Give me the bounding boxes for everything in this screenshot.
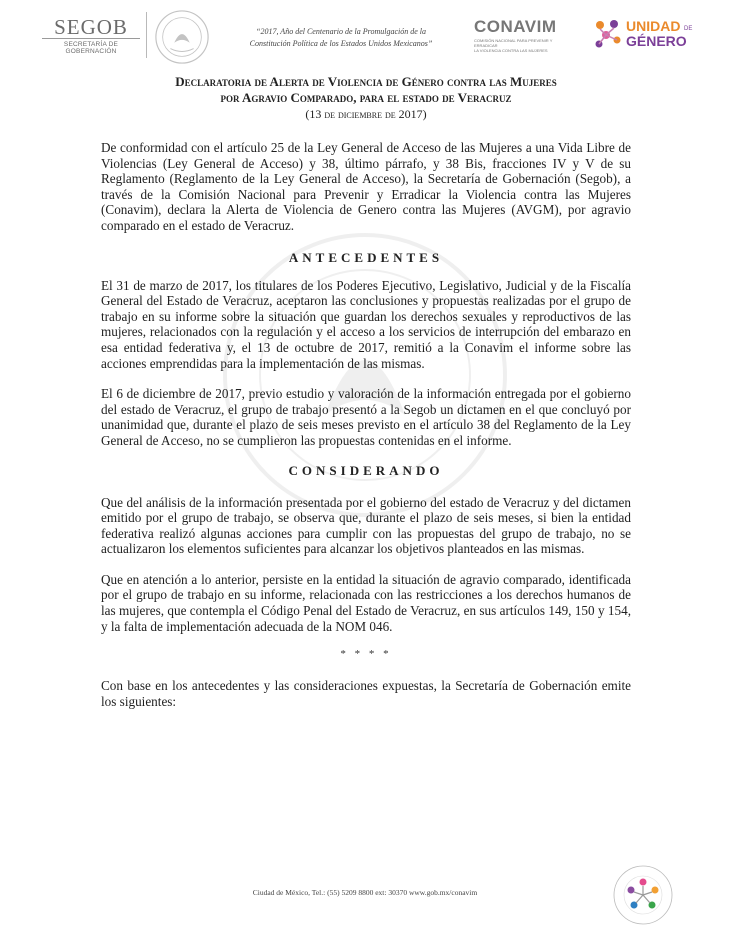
closing-paragraph: Con base en los antecedentes y las consideraciones expuestas, la Secretaría de Gobernación emite los siguientes: bbox=[101, 678, 631, 709]
header-divider bbox=[146, 12, 147, 58]
segob-subtitle: SECRETARÍA DE GOBERNACIÓN bbox=[42, 38, 140, 55]
page-footer: Ciudad de México, Tel.: (55) 5209 8800 ext: 30370 www.gob.mx/conavim bbox=[252, 888, 478, 897]
document-body bbox=[101, 74, 631, 709]
motto-line-1: “2017, Año del Centenario de la Promulgación de la bbox=[256, 27, 426, 36]
section-separator: * * * * bbox=[340, 648, 392, 661]
conavim-logo bbox=[474, 18, 574, 53]
page-header bbox=[0, 0, 730, 70]
title-line-1: Declaratoria de Alerta de Violencia de Género contra las Mujeres bbox=[175, 74, 557, 89]
mexico-seal-icon bbox=[153, 8, 211, 66]
conavim-subtitle bbox=[474, 38, 574, 53]
segob-logo bbox=[42, 16, 140, 55]
considerando-paragraph-1: Que del análisis de la información presentada por el gobierno del estado de Veracruz y del dictamen emitido por el grupo de trabajo, se observa que, durante el plazo de seis meses, si bien la entidad federativa realizó algunas acciones para cumplir con las propuestas del grupo de trabajo, no se actualizaron los elementos suficientes para alcanzar los objetivos planteados en las mismas. bbox=[101, 494, 631, 557]
considerando-heading: CONSIDERANDO bbox=[288, 462, 444, 478]
title-date: (13 de diciembre de 2017) bbox=[305, 107, 427, 121]
considerando-paragraph-2: Que en atención a lo anterior, persiste en la entidad la situación de agravio comparado, identificada por el grupo de trabajo en su informe, relacionada con las restricciones a los derechos humanos de las mujeres, que contempla el Código Penal del Estado de Veracruz, en sus artículos 149, 150 y 154, y la falta de implementación adecuada de la NOM 046. bbox=[101, 571, 631, 634]
unidad-de: DE bbox=[684, 26, 693, 32]
motto-line-2: Constitución Política de los Estados Unidos Mexicanos” bbox=[249, 39, 433, 48]
intro-paragraph: De conformidad con el artículo 25 de la Ley General de Acceso de las Mujeres a una Vida Libre de Violencias (Ley General de Acceso) y 38, último párrafo, y 38 Bis, fracciones IV y V de su Reglamento (Reglamento de la Ley General de Acceso), la Secretaría de Gobernación (Segob), a través de la Comisión Nacional para Prevenir y Erradicar la Violencia contra las Mujeres (Conavim), declara la Alerta de Violencia de Genero contra las Mujeres (AVGM), por agravio comparado en el estado de Veracruz. bbox=[101, 140, 631, 233]
conavim-subtitle-2: LA VIOLENCIA CONTRA LAS MUJERES bbox=[474, 48, 548, 53]
title-line-2: por Agravio Comparado, para el estado de Veracruz bbox=[220, 90, 512, 105]
unidad-line-2: GÉNERO bbox=[626, 33, 687, 49]
norma-igualdad-badge-icon bbox=[612, 864, 674, 926]
antecedentes-paragraph-1: El 31 de marzo de 2017, los titulares de los Poderes Ejecutivo, Legislativo, Judicial y de la Fiscalía General del Estado de Veracruz, aceptaron las conclusiones y propuestas realizadas por el grupo de trabajo en su informe sobre la situación que guardan los derechos sexuales y reproductivos de las mujeres, relacionados con la regulación y el acceso a los servicios de interrupción del embarazo en esa entidad federativa y, el 13 de octubre de 2017, remitió a la Conavim el informe sobre las acciones emprendidas para la implementación de las mismas. bbox=[101, 277, 631, 371]
commemorative-motto bbox=[226, 26, 456, 50]
unidad-line-1: UNIDAD bbox=[626, 18, 681, 34]
antecedentes-paragraph-2: El 6 de diciembre de 2017, previo estudio y valoración de la información entregada por el gobierno del estado de Veracruz, el grupo de trabajo presentó a la Segob un dictamen en el que concluyó por unanimidad que, durante el plazo de seis meses previsto en el artículo 38 del Reglamento de la Ley General de Acceso, no se cumplieron las propuestas contenidas en el informe. bbox=[101, 386, 631, 448]
conavim-subtitle-1: COMISIÓN NACIONAL PARA PREVENIR Y ERRADICAR bbox=[474, 38, 553, 48]
conavim-name: CONAVIM bbox=[474, 17, 557, 36]
antecedentes-heading: ANTECEDENTES bbox=[288, 249, 444, 265]
document-title bbox=[101, 74, 631, 122]
unidad-genero-people-icon bbox=[592, 18, 624, 52]
segob-name: SEGOB bbox=[54, 15, 128, 39]
unidad-genero-logo bbox=[592, 16, 702, 56]
